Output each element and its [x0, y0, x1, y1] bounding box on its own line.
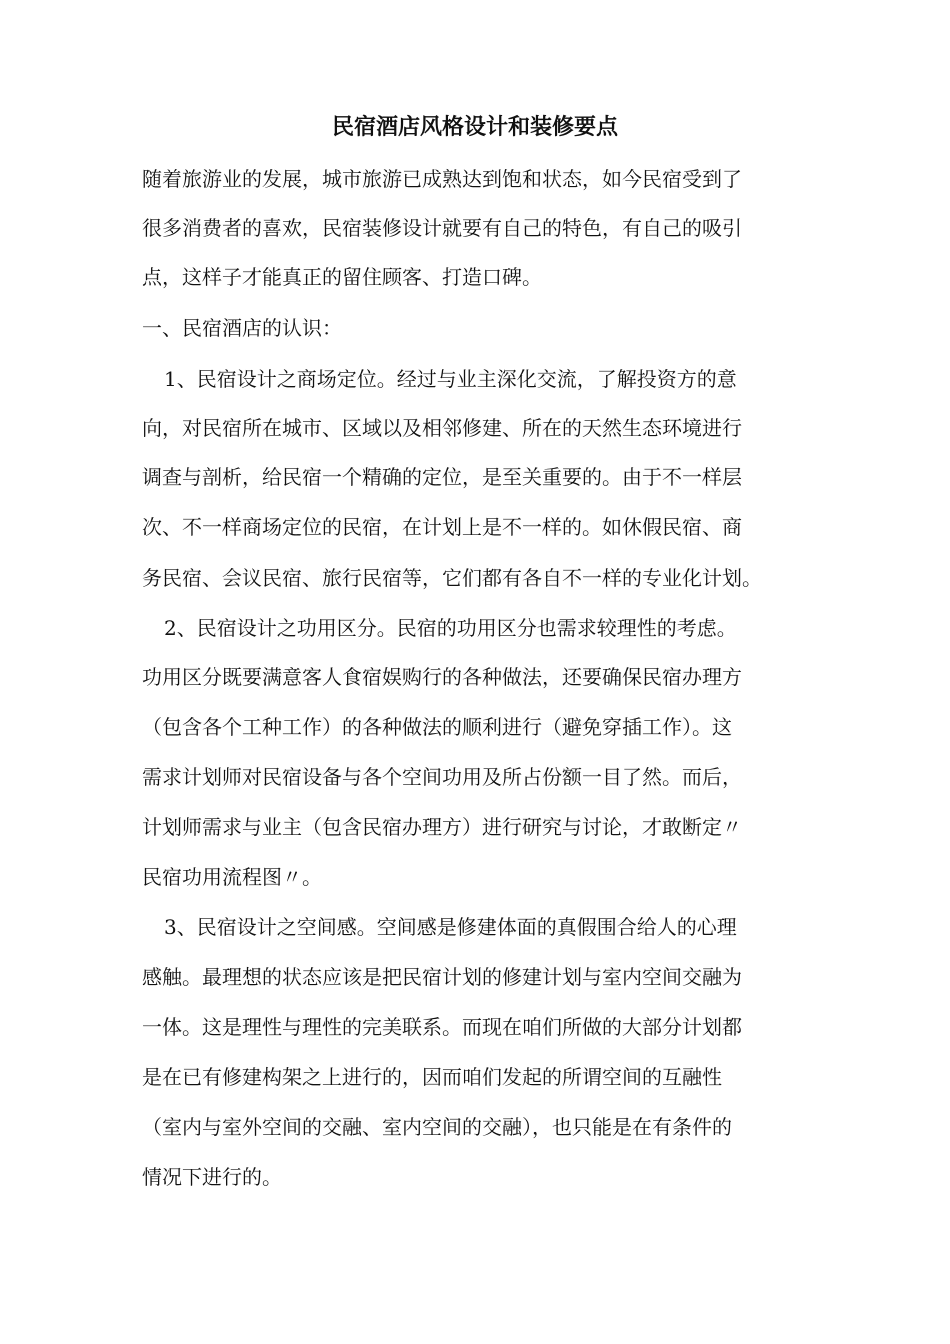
- section-heading: 一、民宿酒店的认识：: [142, 316, 342, 340]
- paragraph-line: 3、民宿设计之空间感。空间感是修建体面的真假围合给人的心理: [164, 915, 737, 939]
- paragraph-line: （室内与室外空间的交融、室内空间的交融），也只能是在有条件的: [142, 1115, 732, 1139]
- paragraph-line: 情况下进行的。: [142, 1165, 282, 1189]
- paragraph-line: 计划师需求与业主（包含民宿办理方）进行研究与讨论，才敢断定〃: [142, 815, 742, 839]
- paragraph-line: 向，对民宿所在城市、区域以及相邻修建、所在的天然生态环境进行: [142, 416, 742, 440]
- paragraph-line: 2、民宿设计之功用区分。民宿的功用区分也需求较理性的考虑。: [164, 616, 737, 640]
- paragraph-line: 民宿功用流程图〃。: [142, 865, 322, 889]
- paragraph-line: 一体。这是理性与理性的完美联系。而现在咱们所做的大部分计划都: [142, 1015, 742, 1039]
- paragraph-line: 功用区分既要满意客人食宿娱购行的各种做法，还要确保民宿办理方: [142, 665, 742, 689]
- paragraph-line: 1、民宿设计之商场定位。经过与业主深化交流，了解投资方的意: [164, 367, 737, 391]
- paragraph-line: （包含各个工种工作）的各种做法的顺利进行（避免穿插工作）。这: [142, 715, 732, 739]
- paragraph-line: 次、不一样商场定位的民宿，在计划上是不一样的。如休假民宿、商: [142, 515, 742, 539]
- paragraph-line: 感触。最理想的状态应该是把民宿计划的修建计划与室内空间交融为: [142, 965, 742, 989]
- paragraph-line: 调查与剖析，给民宿一个精确的定位，是至关重要的。由于不一样层: [142, 465, 742, 489]
- document-title: 民宿酒店风格设计和装修要点: [331, 115, 618, 140]
- paragraph-line: 需求计划师对民宿设备与各个空间功用及所占份额一目了然。而后，: [142, 765, 742, 789]
- paragraph-line: 随着旅游业的发展，城市旅游已成熟达到饱和状态，如今民宿受到了: [142, 167, 742, 191]
- paragraph-line: 是在已有修建构架之上进行的，因而咱们发起的所谓空间的互融性: [142, 1065, 722, 1089]
- paragraph-line: 点，这样子才能真正的留住顾客、打造口碑。: [142, 265, 542, 289]
- paragraph-line: 务民宿、会议民宿、旅行民宿等，它们都有各自不一样的专业化计划。: [142, 566, 762, 590]
- paragraph-line: 很多消费者的喜欢，民宿装修设计就要有自己的特色，有自己的吸引: [142, 216, 742, 240]
